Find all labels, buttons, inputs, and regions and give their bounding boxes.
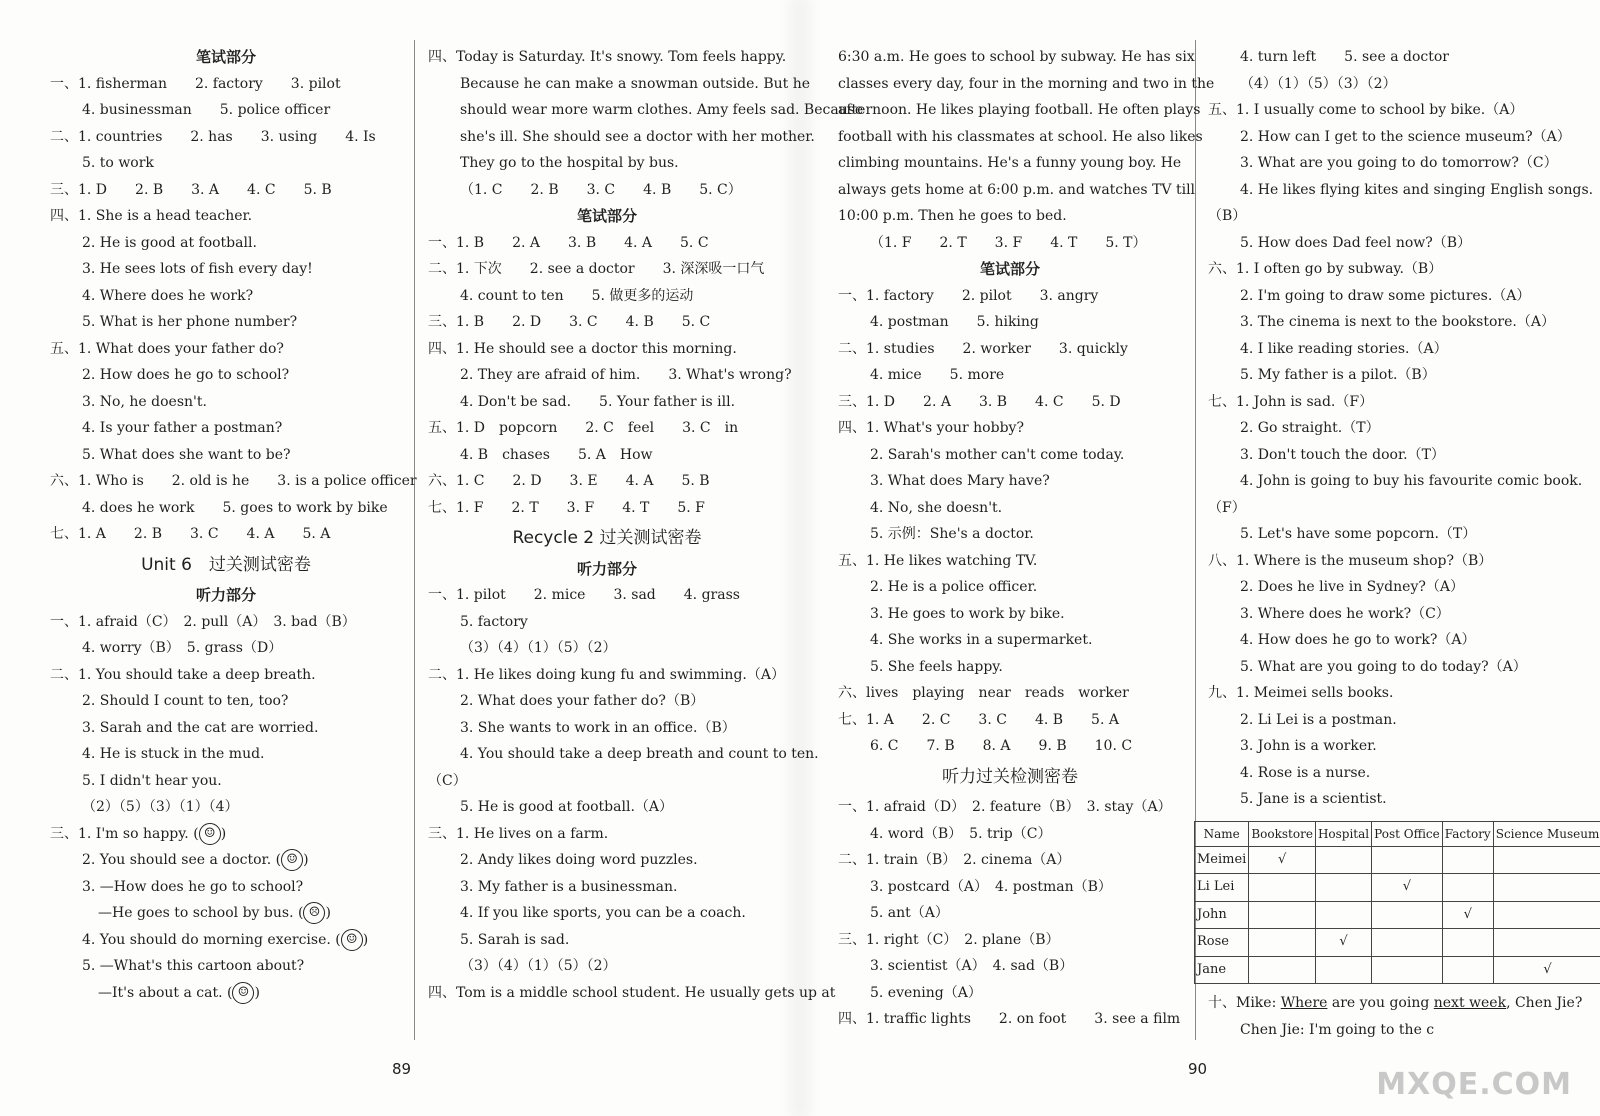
table-cell [1315,901,1371,929]
answer-line: 四、1. traffic lights 2. on foot 3. see a film [838,1011,1181,1027]
answer-line: 4. How does he go to work?（A） [1240,632,1476,648]
table-cell [1249,874,1316,902]
answer-line: 七、1. A 2. B 3. C 4. A 5. A [50,526,331,542]
answer-line: 2. I'm going to draw some pictures.（A） [1240,287,1531,304]
answer-line: 二、1. 下次 2. see a doctor 3. 深深吸一口气 [428,261,765,277]
answer-line: 五、1. What does your father do? [50,340,284,357]
table-name-cell: John [1195,901,1249,929]
answer-line: 3. He goes to work by bike. [870,605,1065,622]
table-cell [1372,846,1443,874]
answer-line: 5. What is her phone number? [82,314,298,330]
answer-line: 六、lives playing near reads worker [838,685,1129,701]
answer-line: 5. —What's this cartoon about? [82,958,305,974]
answer-line: 5. She feels happy. [870,658,1003,675]
answer-line: 4. worry（B） 5. grass（D） [82,640,283,656]
table-header: Factory [1442,821,1493,846]
check-mark-icon: √ [1249,846,1316,874]
check-mark-icon: √ [1493,956,1600,984]
table-header: Name [1195,821,1249,846]
answer-line: 一、1. afraid（D） 2. feature（B） 3. stay（A） [838,799,1172,815]
table-row [1195,846,1600,874]
table-row [1195,956,1600,984]
answer-line: 3. He sees lots of fish every day! [82,261,313,277]
answer-line: 三、1. right（C） 2. plane（B） [838,931,1060,948]
answer-line: 3. She wants to work in an office.（B） [460,719,736,736]
answer-line: 六、1. I often go by subway.（B） [1208,261,1443,277]
smiley-face-icon: ☺ [281,849,303,871]
table-cell [1442,929,1493,957]
answer-line: 一、1. factory 2. pilot 3. angry [838,287,1099,304]
table-name-cell: Meimei [1195,846,1249,874]
answer-line: 五、1. I usually come to school by bike.（A） [1208,102,1524,118]
answer-line: 3. Don't touch the door.（T） [1240,446,1445,463]
answer-line: 2. What does your father do?（B） [460,693,705,709]
answer-line: 5. I didn't hear you. [82,772,222,789]
answer-line: 3. John is a worker. [1240,738,1377,754]
answer-line: football with his classmates at school. He also likes [838,128,1203,145]
table-cell [1493,846,1600,874]
column-4-lines [1208,44,1594,813]
answer-line: 2. You should see a doctor. ( ☺ ) [50,847,402,874]
answer-line: 三、1. I'm so happy. ( ☺ ) [50,821,402,848]
section-heading: Unit 6 过关测试密卷 [141,554,311,575]
table-cell [1442,874,1493,902]
answer-line: 2. How does he go to school? [82,367,290,383]
answer-line: 3. postcard（A） 4. postman（B） [870,878,1112,895]
answer-line: 4. She works in a supermarket. [870,632,1093,648]
answer-line: 2. Andy likes doing word puzzles. [460,852,698,868]
answer-line: always gets home at 6:00 p.m. and watches TV till [838,181,1196,198]
answer-line: 4. No, she doesn't. [870,499,1003,516]
table-name-cell: Jane [1195,956,1249,984]
answer-line: afternoon. He likes playing football. He often plays [838,102,1201,118]
table-cell [1493,901,1600,929]
table-cell [1249,956,1316,984]
answer-line: 4. If you like sports, you can be a coach. [460,905,746,921]
answer-line: 4. Is your father a postman? [82,420,283,436]
answer-line: 三、1. D 2. B 3. A 4. C 5. B [50,181,332,198]
smiley-face-icon: ☺ [341,929,363,951]
answer-line: —It's about a cat. ( ☺ ) [50,980,402,1007]
answer-line: 4. You should do morning exercise. ( ☺ ) [50,927,402,954]
column-1 [50,44,417,1006]
answer-line: 4. Don't be sad. 5. Your father is ill. [460,393,736,410]
answer-line: 5. evening（A） [870,984,982,1001]
section-heading: 听力部分 [576,559,637,578]
page-number-left: 89 [392,1060,412,1078]
answer-line: 10:00 p.m. Then he goes to bed. [838,208,1067,224]
answer-line: （C） [428,772,467,789]
answer-line: 5. My father is a pilot.（B） [1240,367,1436,383]
answer-line: 七、1. A 2. C 3. C 4. B 5. A [838,711,1119,728]
answer-line: 4. B chases 5. A How [460,446,653,463]
answer-line: 二、1. studies 2. worker 3. quickly [838,340,1128,357]
table-header: Post Office [1372,821,1443,846]
answer-line: （F） [1208,499,1246,516]
answer-line: （3）（4）（1）（5）（2） [460,640,617,656]
table-cell [1442,846,1493,874]
answer-line: They go to the hospital by bus. [460,155,679,171]
answer-line: 4. Rose is a nurse. [1240,764,1371,781]
answer-line: 六、1. C 2. D 3. E 4. A 5. B [428,473,710,489]
table-cell [1442,956,1493,984]
answer-line: 三、1. He lives on a farm. [428,825,609,842]
table-cell [1493,874,1600,902]
answer-line: 3. The cinema is next to the bookstore.（A） [1240,314,1555,330]
answer-line: 2. Does he live in Sydney?（A） [1240,579,1464,595]
answer-line: 2. Go straight.（T） [1240,420,1380,436]
answer-line: 4. You should take a deep breath and count to ten. [460,746,819,762]
table-cell [1372,956,1443,984]
answer-line: 4. count to ten 5. 做更多的运动 [460,287,694,304]
answer-line: 六、1. Who is 2. old is he 3. is a police officer [50,473,417,489]
answer-line: （B） [1208,208,1247,224]
answer-line: 5. to work [82,155,154,171]
table-row [1195,874,1600,902]
table-header: Science Museum [1493,821,1600,846]
smiley-face-icon: ☺ [232,982,254,1004]
table-row [1195,901,1600,929]
answer-line: 九、1. Meimei sells books. [1208,685,1394,701]
answer-line: 3. Where does he work?（C） [1240,605,1450,622]
answer-line: 四、1. What's your hobby? [838,420,1024,436]
answer-line: 4. He is stuck in the mud. [82,746,265,762]
column-divider [414,40,415,1040]
answer-line: 4. John is going to buy his favourite comic book. [1240,473,1583,489]
answer-line: 七、1. F 2. T 3. F 4. T 5. F [428,499,705,516]
table-name-cell: Li Lei [1195,874,1249,902]
answer-line: 4. turn left 5. see a doctor [1240,49,1449,65]
answer-line: 5. What does she want to be? [82,446,291,463]
answer-line: 4. does he work 5. goes to work by bike [82,499,388,516]
watermark-logo: MXQE.COM [1376,1067,1572,1102]
answer-line: 2. He is good at football. [82,234,257,251]
answer-line: 二、1. train（B） 2. cinema（A） [838,852,1071,868]
answer-line: should wear more warm clothes. Amy feels sad. Because [460,102,864,118]
answer-line: 4. businessman 5. police officer [82,102,331,118]
answer-line: 一、1. fisherman 2. factory 3. pilot [50,75,341,92]
answer-line: 一、1. B 2. A 3. B 4. A 5. C [428,234,709,251]
page-number-right: 90 [1188,1060,1208,1078]
section-heading: 笔试部分 [195,48,256,66]
section-heading: Recycle 2 过关测试密卷 [512,528,702,548]
table-row [1195,929,1600,957]
answer-line: （4）（1）（5）（3）（2） [1240,75,1397,92]
answer-line: 4. postman 5. hiking [870,314,1039,330]
answer-line: 3. —How does he go to school? [82,878,304,895]
answer-table [1194,821,1600,985]
dialogue-line: 十、Mike: Where are you going next week, Chen Jie? [1208,995,1583,1011]
answer-line: 5. 示例：She's a doctor. [870,526,1034,542]
answer-line: 3. Sarah and the cat are worried. [82,719,319,736]
table-header: Hospital [1315,821,1371,846]
table-cell [1315,846,1371,874]
answer-line: 五、1. D popcorn 2. C feel 3. C in [428,420,739,436]
answer-line: 5. How does Dad feel now?（B） [1240,234,1472,251]
column-2 [428,44,864,1006]
check-mark-icon: √ [1372,874,1443,902]
table-cell [1249,901,1316,929]
smiley-face-icon: ☺ [199,823,221,845]
check-mark-icon: √ [1442,901,1493,929]
answer-line: 2. They are afraid of him. 3. What's wrong? [460,367,792,383]
table-cell [1372,929,1443,957]
answer-line: 三、1. B 2. D 3. C 4. B 5. C [428,314,711,330]
answer-line: 五、1. He likes watching TV. [838,552,1038,569]
answer-line: 三、1. D 2. A 3. B 4. C 5. D [838,393,1121,410]
section-heading: 听力过关检测密卷 [942,766,1078,787]
answer-line: she's ill. She should see a doctor with her mother. [460,128,815,145]
answer-line: 二、1. You should take a deep breath. [50,666,316,683]
answer-line: 七、1. John is sad.（F） [1208,393,1374,410]
answer-line: 3. What does Mary have? [870,473,1050,489]
answer-line: 3. What are you going to do tomorrow?（C） [1240,155,1558,171]
answer-line: 四、1. She is a head teacher. [50,208,253,224]
answer-line: 5. He is good at football.（A） [460,799,674,815]
answer-line: 5. Jane is a scientist. [1240,791,1387,807]
answer-line: 4. mice 5. more [870,367,1005,383]
answer-line: —He goes to school by bus. ( ☹ ) [50,900,402,927]
answer-line: 2. How can I get to the science museum?（A） [1240,128,1571,145]
answer-line: （1. F 2. T 3. F 4. T 5. T） [870,234,1147,251]
table-cell [1315,874,1371,902]
answer-line: 二、1. He likes doing kung fu and swimming.（A） [428,666,785,683]
answer-line: 一、1. pilot 2. mice 3. sad 4. grass [428,587,740,603]
answer-line: 2. Sarah's mother can't come today. [870,446,1125,463]
answer-line: 二、1. countries 2. has 3. using 4. Is [50,128,376,145]
answer-line: 3. scientist（A） 4. sad（B） [870,958,1074,974]
dialogue-line: Chen Jie: I'm going to the c [1240,1021,1435,1038]
section-heading: 笔试部分 [979,260,1040,278]
answer-line: 5. ant（A） [870,905,949,921]
answer-line: 4. I like reading stories.（A） [1240,340,1448,357]
answer-line: 4. Where does he work? [82,287,254,304]
table-cell [1315,956,1371,984]
answer-line: 四、Today is Saturday. It's snowy. Tom feels happy. [428,49,787,65]
answer-line: 6. C 7. B 8. A 9. B 10. C [870,738,1133,754]
answer-line: 3. My father is a businessman. [460,878,678,895]
section-heading: 笔试部分 [576,207,637,225]
answer-line: 5. Let's have some popcorn.（T） [1240,526,1477,542]
answer-line: 5. What are you going to do today?（A） [1240,658,1527,675]
check-mark-icon: √ [1315,929,1371,957]
table-cell [1493,929,1600,957]
answer-line: 4. word（B） 5. trip（C） [870,825,1052,842]
answer-line: （2）（5）（3）（1）（4） [82,799,239,815]
table-header: Bookstore [1249,821,1316,846]
answer-line: 八、1. Where is the museum shop?（B） [1208,552,1493,569]
answer-line: （1. C 2. B 3. C 4. B 5. C） [460,181,742,198]
column-4 [1197,44,1600,1043]
answer-line: 5. factory [460,613,528,630]
table-cell [1249,929,1316,957]
table-name-cell: Rose [1195,929,1249,957]
table-cell [1372,901,1443,929]
answer-line: 一、1. afraid（C） 2. pull（A） 3. bad（B） [50,613,356,630]
answer-line: 四、Tom is a middle school student. He usually gets up at [428,984,836,1001]
answer-line: 5. Sarah is sad. [460,931,570,948]
answer-line: 3. No, he doesn't. [82,393,207,410]
answer-line: 2. Should I count to ten, too? [82,693,289,709]
answer-line: （3）（4）（1）（5）（2） [460,958,617,974]
answer-line: 4. He likes flying kites and singing English songs. [1240,181,1594,198]
answer-line: climbing mountains. He's a funny young boy. He [838,155,1182,171]
answer-line: 四、1. He should see a doctor this morning. [428,340,737,357]
answer-line: 6:30 a.m. He goes to school by subway. He has six [838,49,1195,65]
answer-line: classes every day, four in the morning and two in the [838,75,1215,92]
answer-line: 2. He is a police officer. [870,579,1038,595]
answer-line: 2. Li Lei is a postman. [1240,711,1397,728]
sad-face-icon: ☹ [303,902,325,924]
section-heading: 听力部分 [195,586,256,604]
answer-line: Because he can make a snowman outside. But he [460,75,811,92]
